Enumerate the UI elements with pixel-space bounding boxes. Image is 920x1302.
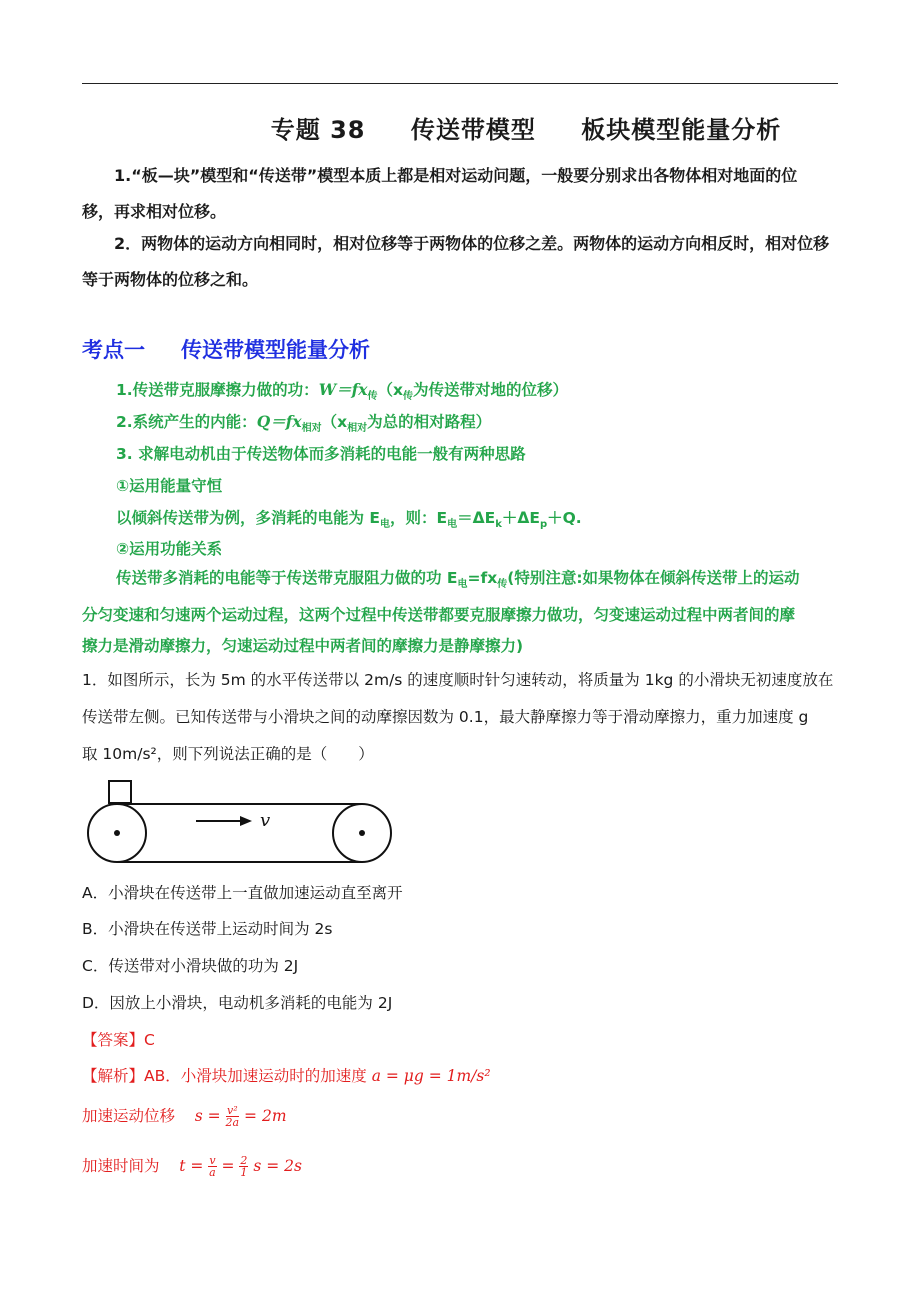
title-part2: 传送带模型 [410,116,536,144]
slider-block [109,781,131,803]
velocity-arrowhead [240,816,252,826]
point-3: 3. 求解电动机由于传送物体而多消耗的电能一般有两种思路 [116,445,526,463]
intro-paragraph-2: 2．两物体的运动方向相同时，相对位移等于两物体的位移之差。两物体的运动方向相反时，相对位移 等于两物体的位移之和。 [82,234,830,289]
answer-label: 【答案】C [82,1031,155,1049]
displacement-line: 加速运动位移 s = $\frac{\text{v²}}{2a}$ = 2m [82,1104,287,1129]
point-2: 2.系统产生的内能：$Q=fx_{相对}(x_{相对}$为总的相对路程） [116,412,492,435]
conveyor-belt-figure [84,779,396,869]
section-heading: 考点一 传送带模型能量分析 [82,338,370,362]
left-axle [114,830,120,836]
option-a: A．小滑块在传送带上一直做加速运动直至离开 [82,884,403,902]
time-line: 加速时间为 t = $\frac{v}{a}$ = $\frac{2}{1}$ s = 2s [82,1154,302,1179]
analysis-line: 【解析】AB．小滑块加速运动时的加速度 a = μg = 1m/s² [82,1067,491,1085]
title-part1: 专题 38 [270,116,366,144]
title-part3: 板块模型能量分析 [581,116,782,144]
header-rule [82,83,838,84]
page-title [0,110,920,145]
point-1: 1.传送带克服摩擦力做的功：$W=fx_传(x_传$为传送带对地的位移） [116,380,569,403]
point-4: ①运用能量守恒 [116,477,223,495]
intro-paragraph-1: 1.“板—块”模型和“传送带”模型本质上都是相对运动问题，一般要分别求出各物体相对地面的位 移，再求相对位移。 [82,166,798,221]
question-stem: 1．如图所示，长为 5m 的水平传送带以 2m/s 的速度顺时针匀速转动，将质量为 1kg 的小滑块无初速度放在 传送带左侧。已知传送带与小滑块之间的动摩擦因数为 0.1，最大静摩擦力等于滑动摩擦力，重力加速度 g 取 10m/s²，则下列说法正确的是（ ） [82,671,834,763]
point-6: ②运用功能关系 [116,540,223,558]
option-c: C．传送带对小滑块做的功为 2J [82,957,299,975]
velocity-label: v [260,810,271,831]
right-axle [359,830,365,836]
option-b: B．小滑块在传送带上运动时间为 2s [82,920,333,938]
point-5: 以倾斜传送带为例，多消耗的电能为 $E_电$，则：$E_电=\Delta E_k+\Delta E_p+Q$. [116,509,582,531]
point-7: 传送带多消耗的电能等于传送带克服阻力做的功 $E_电=fx_传$(特别注意:如果物体在倾斜传送带上的运动 分匀变速和匀速两个运动过程，这两个过程中传送带都要克服摩擦力做功，匀变速运动过程中两者间的摩 擦力是滑动摩擦力，匀速运动过程中两者间的摩擦力是静摩擦力) [82,569,800,656]
option-d: D．因放上小滑块，电动机多消耗的电能为 2J [82,994,393,1012]
